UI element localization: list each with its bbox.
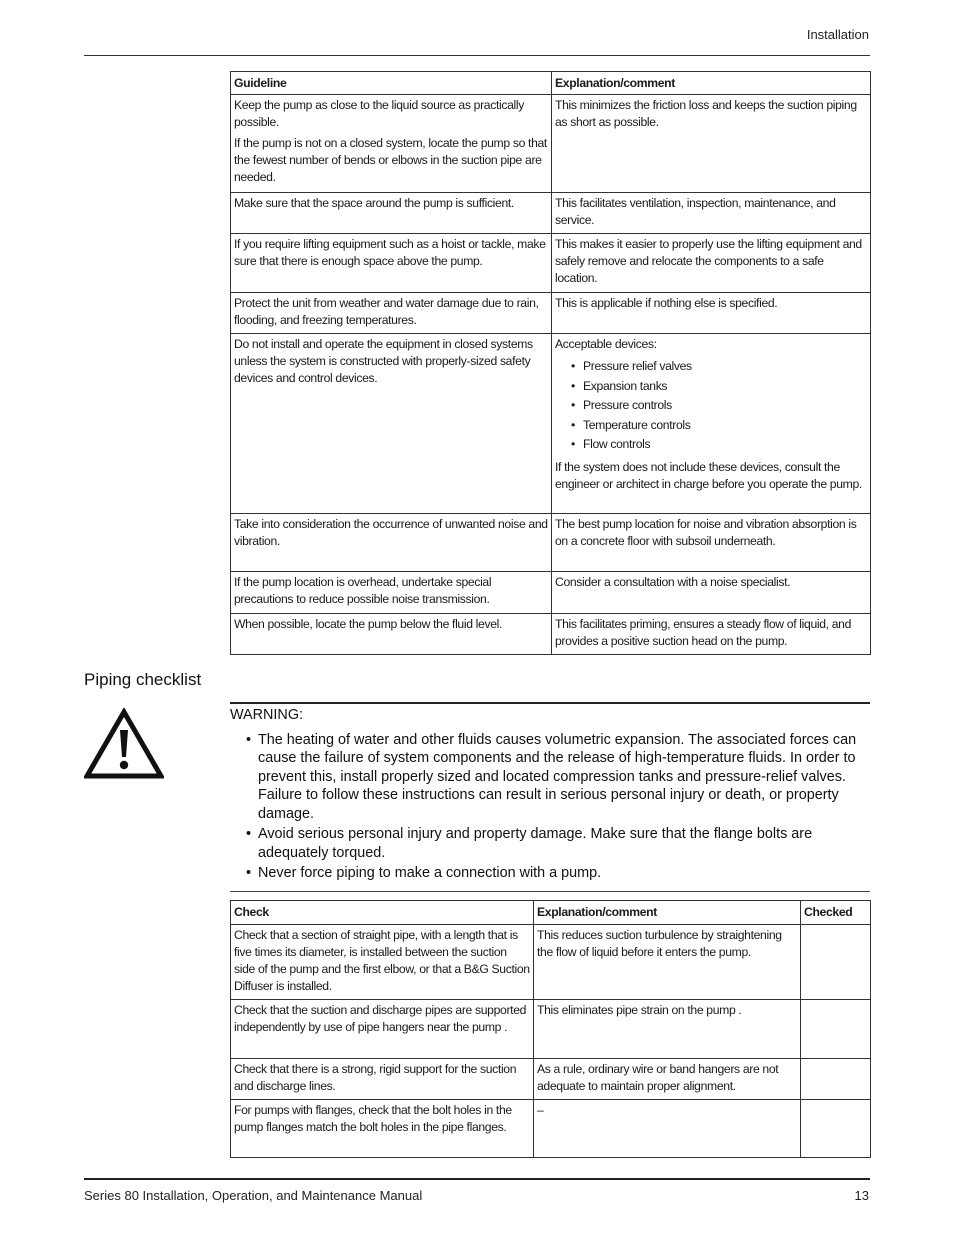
explanation-cell	[552, 193, 871, 234]
explanation-cell	[552, 614, 871, 655]
explanation-text: This makes it easier to properly use the lifting equipment and safely remove and relocate the components to a safe location.	[555, 237, 862, 285]
explanation-text: This facilitates ventilation, inspection, maintenance, and service.	[555, 196, 836, 227]
table-row	[231, 572, 871, 614]
table-row	[231, 293, 871, 334]
guideline-text: When possible, locate the pump below the fluid level.	[234, 617, 503, 631]
explanation-text: This facilitates priming, ensures a steady flow of liquid, and provides a positive suction head on the pump.	[555, 617, 852, 648]
guideline-text: If you require lifting equipment such as a hoist or tackle, make sure that there is enough space above the pump.	[234, 237, 546, 268]
explanation-cell	[552, 95, 871, 193]
table-row	[231, 95, 871, 193]
table-row	[231, 193, 871, 234]
explanation-intro: Acceptable devices:	[555, 337, 657, 351]
warning-item: • Never force piping to make a connection with a pump.	[230, 864, 866, 883]
running-header: Installation	[806, 27, 869, 42]
checked-cell[interactable]	[801, 1000, 871, 1059]
guideline-cell	[231, 334, 552, 514]
table-header-row	[231, 901, 871, 925]
explanation-text: This is applicable if nothing else is specified.	[555, 296, 778, 310]
checked-cell[interactable]	[801, 1059, 871, 1100]
table-row	[231, 1059, 871, 1100]
explanation-cell: –	[534, 1100, 801, 1158]
guideline-text: Take into consideration the occurrence of unwanted noise and vibration.	[234, 517, 548, 548]
column-header-guideline: Guideline	[231, 72, 552, 95]
guideline-text: If the pump is not on a closed system, locate the pump so that the fewest number of bends or elbows in the suction pipe are needed.	[234, 136, 547, 184]
piping-checklist-heading: Piping checklist	[84, 670, 202, 689]
list-item: • Pressure relief valves	[555, 357, 867, 377]
checked-cell[interactable]	[801, 925, 871, 1000]
table-header-row	[231, 72, 871, 95]
checked-cell[interactable]	[801, 1100, 871, 1158]
guideline-text: If the pump location is overhead, undertake special precautions to reduce possible noise transmission.	[234, 575, 492, 606]
manual-title: Series 80 Installation, Operation, and Maintenance Manual	[84, 1188, 423, 1203]
column-header-check: Check	[231, 901, 534, 925]
explanation-cell	[552, 334, 871, 514]
guideline-text: Protect the unit from weather and water damage due to rain, flooding, and freezing temperatures.	[234, 296, 539, 327]
guidelines-table	[230, 71, 871, 655]
warning-triangle-icon	[84, 708, 164, 780]
check-cell: For pumps with flanges, check that the bolt holes in the pump flanges match the bolt holes in the pipe flanges.	[231, 1100, 534, 1158]
page-number: 13	[854, 1188, 869, 1203]
column-header-explanation: Explanation/comment	[552, 72, 871, 95]
guideline-text: Do not install and operate the equipment in closed systems unless the system is constructed with properly-sized safety devices and control devices.	[234, 337, 533, 385]
warning-bottom-divider	[230, 891, 870, 892]
header-divider	[84, 55, 870, 56]
guideline-cell	[231, 572, 552, 614]
warning-list	[230, 731, 866, 883]
explanation-cell	[552, 234, 871, 293]
check-cell: Check that there is a strong, rigid support for the suction and discharge lines.	[231, 1059, 534, 1100]
warning-item: • Avoid serious personal injury and property damage. Make sure that the flange bolts are adequately torqued.	[230, 825, 866, 862]
piping-checklist-table	[230, 900, 871, 1158]
table-row	[231, 514, 871, 572]
explanation-cell	[552, 514, 871, 572]
guideline-cell	[231, 514, 552, 572]
guideline-cell	[231, 234, 552, 293]
guideline-text: Keep the pump as close to the liquid source as practically possible.	[234, 98, 524, 129]
guideline-cell	[231, 193, 552, 234]
column-header-explanation: Explanation/comment	[534, 901, 801, 925]
guideline-cell	[231, 95, 552, 193]
table-row	[231, 1000, 871, 1059]
explanation-text: The best pump location for noise and vibration absorption is on a concrete floor with subsoil underneath.	[555, 517, 857, 548]
explanation-text: This minimizes the friction loss and keeps the suction piping as short as possible.	[555, 98, 857, 129]
list-item: • Flow controls	[555, 435, 867, 455]
table-row	[231, 614, 871, 655]
list-item: • Pressure controls	[555, 396, 867, 416]
explanation-text: Consider a consultation with a noise specialist.	[555, 575, 791, 589]
footer-divider	[84, 1178, 870, 1180]
list-item: • Temperature controls	[555, 416, 867, 436]
table-row	[231, 1100, 871, 1158]
warning-top-divider	[230, 702, 870, 704]
guideline-text: Make sure that the space around the pump is sufficient.	[234, 196, 514, 210]
guideline-cell	[231, 614, 552, 655]
list-item: • Expansion tanks	[555, 377, 867, 397]
warning-label: WARNING:	[230, 707, 304, 723]
table-row	[231, 234, 871, 293]
device-list	[555, 357, 867, 455]
explanation-outro: If the system does not include these devices, consult the engineer or architect in charge before you operate the pump.	[555, 459, 862, 491]
table-row	[231, 334, 871, 514]
explanation-cell	[552, 572, 871, 614]
table-row	[231, 925, 871, 1000]
explanation-cell: As a rule, ordinary wire or band hangers are not adequate to maintain proper alignment.	[534, 1059, 801, 1100]
warning-block	[230, 706, 866, 885]
check-cell: Check that a section of straight pipe, with a length that is five times its diameter, is installed between the suction side of the pump and the first elbow, or that a B&G Suction Diffuser is installed.	[231, 925, 534, 1000]
explanation-cell: This reduces suction turbulence by straightening the flow of liquid before it enters the pump.	[534, 925, 801, 1000]
column-header-checked: Checked	[801, 901, 871, 925]
check-cell: Check that the suction and discharge pipes are supported independently by use of pipe hangers near the pump .	[231, 1000, 534, 1059]
guideline-cell	[231, 293, 552, 334]
explanation-cell: This eliminates pipe strain on the pump .	[534, 1000, 801, 1059]
explanation-cell	[552, 293, 871, 334]
warning-item: • The heating of water and other fluids causes volumetric expansion. The associated forces can cause the failure of system components and the release of high-temperature fluids. In order to prevent this, install properly sized and located compression tanks and pressure-relief valves. Failure to follow these instructions can result in serious personal injury or death, or property damage.	[230, 731, 866, 824]
